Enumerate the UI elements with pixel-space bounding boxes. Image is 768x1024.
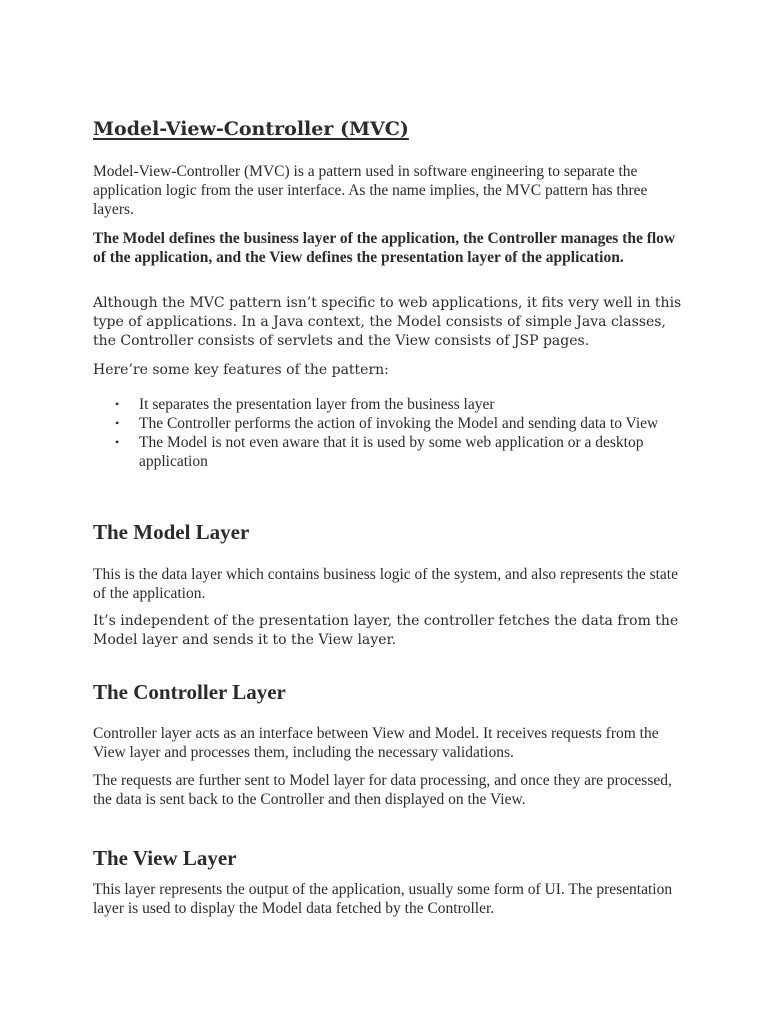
list-item-text: The Model is not even aware that it is used by some web application or a desktop application <box>139 434 644 470</box>
list-item <box>93 433 683 471</box>
model-layer-paragraph-1: This is the data layer which contains business logic of the system, and also represents the state of the application. <box>93 566 678 602</box>
java-context-paragraph: Although the MVC pattern isn’t specific to web applications, it fits very well in this type of applications. In a Java context, the Model consists of simple Java classes, the Controller consists of servlets and the View consists of JSP pages. <box>93 295 682 349</box>
features-list <box>93 395 683 471</box>
controller-layer-heading: The Controller Layer <box>93 680 286 704</box>
features-intro: Here’re some key features of the pattern: <box>93 362 389 378</box>
view-layer-paragraph-1: This layer represents the output of the application, usually some form of UI. The presentation layer is used to display the Model data fetched by the Controller. <box>93 881 673 917</box>
list-item <box>93 414 683 433</box>
intro-paragraph: Model-View-Controller (MVC) is a pattern used in software engineering to separate the application logic from the user interface. As the name implies, the MVC pattern has three layers. <box>93 163 648 218</box>
list-item-text: The Controller performs the action of invoking the Model and sending data to View <box>139 415 659 432</box>
controller-layer-paragraph-1: Controller layer acts as an interface between View and Model. It receives requests from the View layer and processes them, including the necessary validations. <box>93 725 659 761</box>
bullet-icon: • <box>115 416 120 430</box>
list-item <box>93 395 683 414</box>
view-layer-heading: The View Layer <box>93 846 237 870</box>
bullet-icon: • <box>115 397 120 411</box>
model-layer-paragraph-2: It’s independent of the presentation layer, the controller fetches the data from the Model layer and sends it to the View layer. <box>93 613 679 648</box>
list-item-text: It separates the presentation layer from the business layer <box>139 396 495 413</box>
bold-summary-paragraph: The Model defines the business layer of the application, the Controller manages the flow of the application, and the View defines the presentation layer of the application. <box>93 230 676 266</box>
bullet-icon: • <box>115 435 120 449</box>
model-layer-heading: The Model Layer <box>93 520 250 544</box>
controller-layer-paragraph-2: The requests are further sent to Model layer for data processing, and once they are processed, the data is sent back to the Controller and then displayed on the View. <box>93 772 672 808</box>
document-title: Model-View-Controller (MVC) <box>93 118 409 140</box>
